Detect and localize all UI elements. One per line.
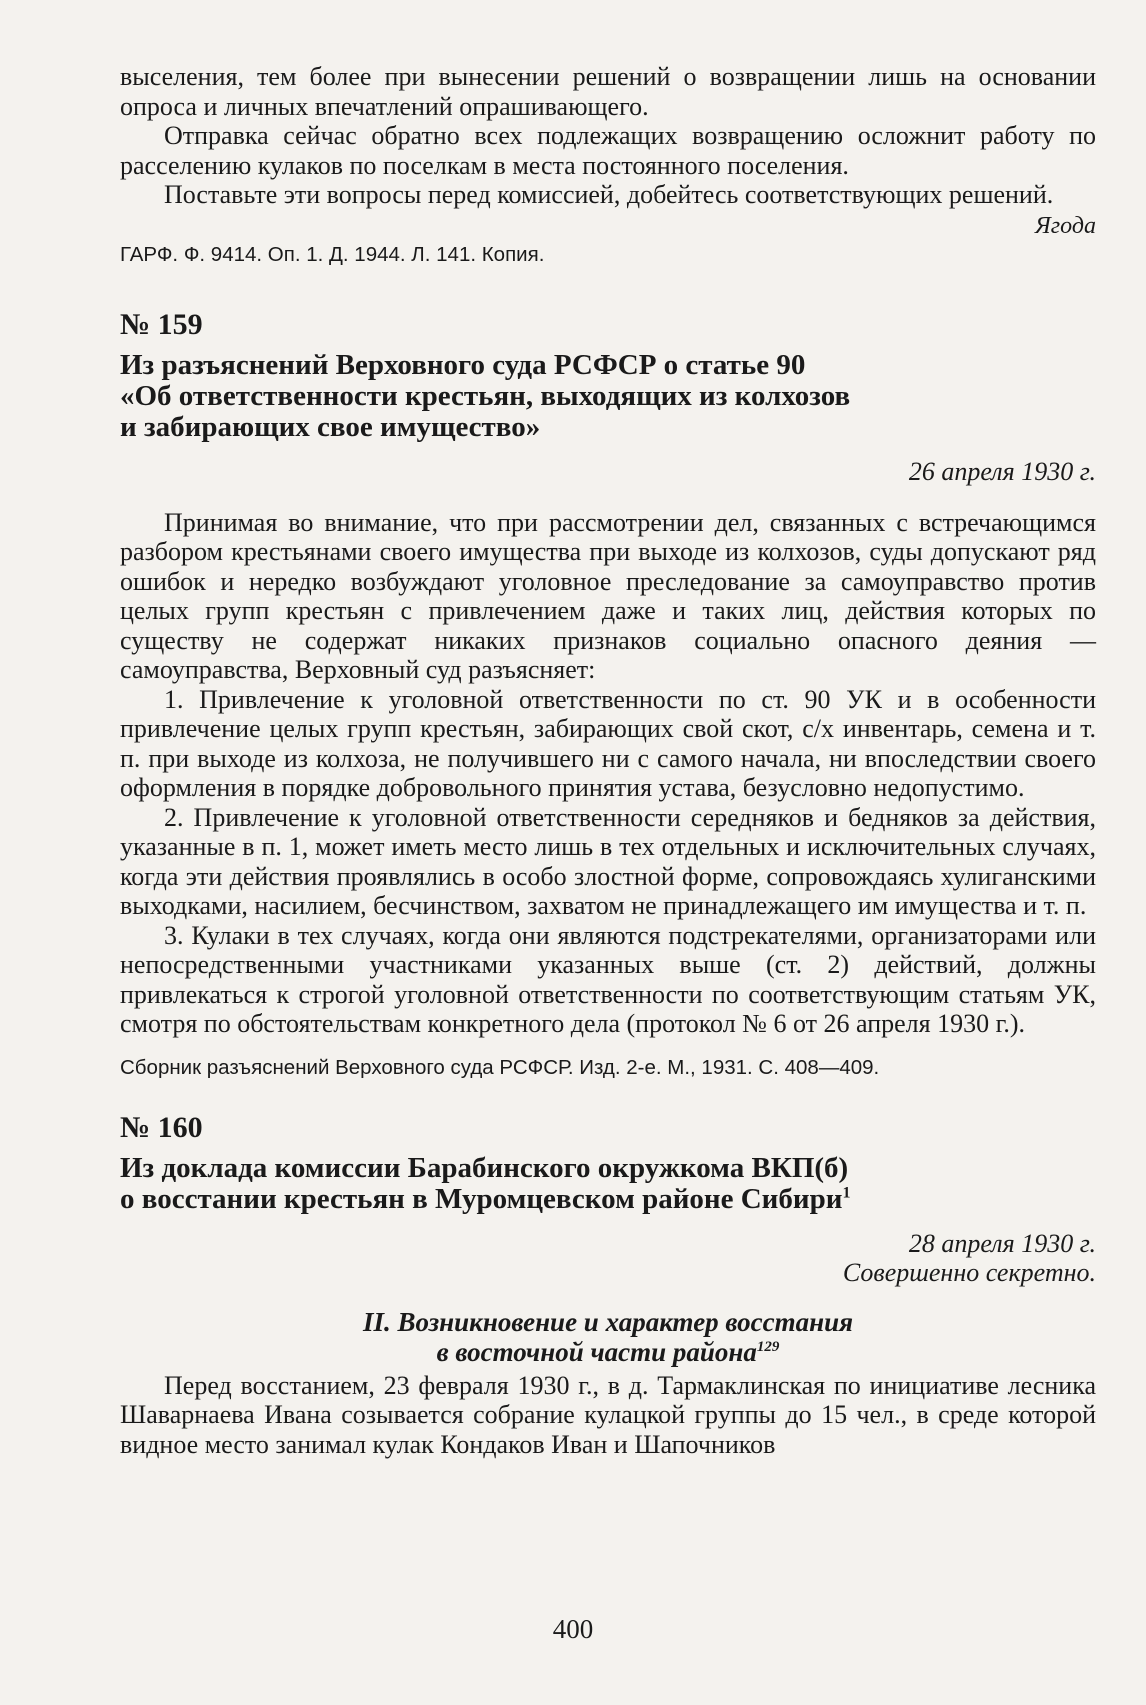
intro-paragraph-3: Поставьте эти вопросы перед комиссией, добейтесь соответствующих решений.	[164, 180, 1054, 209]
title-footnote-marker: 1	[842, 1183, 851, 1201]
archive-source: ГАРФ. Ф. 9414. Оп. 1. Д. 1944. Л. 141. Копия.	[120, 242, 545, 266]
document-title-159-line-3: и забирающих свое имущество»	[120, 410, 541, 443]
document-title-159-line-1: Из разъяснений Верховного суда РСФСР о статье 90	[120, 348, 806, 381]
document-date-160: 28 апреля 1930 г.	[908, 1228, 1096, 1258]
document-number-159: № 159	[120, 307, 203, 341]
document-title-159	[120, 350, 1096, 443]
document-number-160: № 160	[120, 1110, 203, 1144]
doc159-source: Сборник разъяснений Верховного суда РСФСР. Изд. 2-е. М., 1931. С. 408—409.	[120, 1055, 880, 1079]
section-heading	[120, 1307, 1096, 1367]
signature: Ягода	[1035, 212, 1096, 239]
doc159-paragraph-4: 3. Кулаки в тех случаях, когда они являются подстрекателями, организаторами или непосредственными участниками указанных выше (ст. 2) действий, должны привлекаться к строгой уголовной ответственности по соответствующим статьям УК, смотря по обстоятельствам конкретного дела (протокол № 6 от 26 апреля 1930 г.).	[120, 920, 1096, 1038]
classification-stamp: Совершенно секретно.	[842, 1257, 1096, 1287]
document-title-160-line-2-text: о восстании крестьян в Муромцевском районе Сибири	[120, 1182, 843, 1215]
intro-paragraph-2: Отправка сейчас обратно всех подлежащих возвращению осложнит работу по расселению кулаков по поселкам в места постоянного поселения.	[120, 121, 1096, 180]
section-heading-line-1: II. Возникновение и характер восстания	[362, 1306, 854, 1337]
document-title-159-line-2: «Об ответственности крестьян, выходящих из колхозов	[120, 379, 851, 412]
document-title-160-line-2	[120, 1184, 1096, 1215]
document-title-160	[120, 1153, 1096, 1215]
document-title-160-line-1: Из доклада комиссии Барабинского окружкома ВКП(б)	[120, 1151, 849, 1184]
page-number: 400	[552, 1614, 594, 1644]
doc159-paragraph-3: 2. Привлечение к уголовной ответственности середняков и бедняков за действия, указанные в п. 1, может иметь место лишь в тех отдельных и исключительных случаях, когда эти действия проявлялись в особо злостной форме, сопровождаясь хулиганскими выходками, насилием, бесчинством, захватом не принадлежащего им имущества и т. п.	[120, 802, 1096, 920]
document-date-159: 26 апреля 1930 г.	[908, 456, 1096, 486]
doc160-paragraph-1: Перед восстанием, 23 февраля 1930 г., в д. Тармаклинская по инициативе лесника Шаварнаева Ивана созывается собрание кулацкой группы до 15 чел., в среде которой видное место занимал кулак Кондаков Иван и Шапочников	[120, 1370, 1096, 1459]
doc159-paragraph-1: Принимая во внимание, что при рассмотрении дел, связанных с встречающимся разбором крестьянами своего имущества при выходе из колхозов, суды допускают ряд ошибок и нередко возбуждают уголовное преследование за самоуправство против целых групп крестьян с привлечением даже и таких лиц, действия которых по существу не содержат никаких признаков социально опасного деяния — самоуправства, Верховный суд разъясняет:	[120, 507, 1096, 684]
section-heading-line-2	[120, 1337, 1096, 1367]
section-footnote-marker: 129	[756, 1338, 780, 1355]
doc159-paragraph-2: 1. Привлечение к уголовной ответственности по ст. 90 УК и в особенности привлечение целых групп крестьян, забирающих свой скот, с/х инвентарь, семена и т. п. при выходе из колхоза, не получившего ни с самого начала, ни впоследствии своего оформления в порядке добровольного принятия устава, безусловно недопустимо.	[120, 684, 1096, 802]
intro-paragraph-1: выселения, тем более при вынесении решений о возвращении лишь на основании опроса и личных впечатлений опрашивающего.	[120, 62, 1096, 121]
section-heading-line-2-text: в восточной части района	[436, 1336, 757, 1367]
